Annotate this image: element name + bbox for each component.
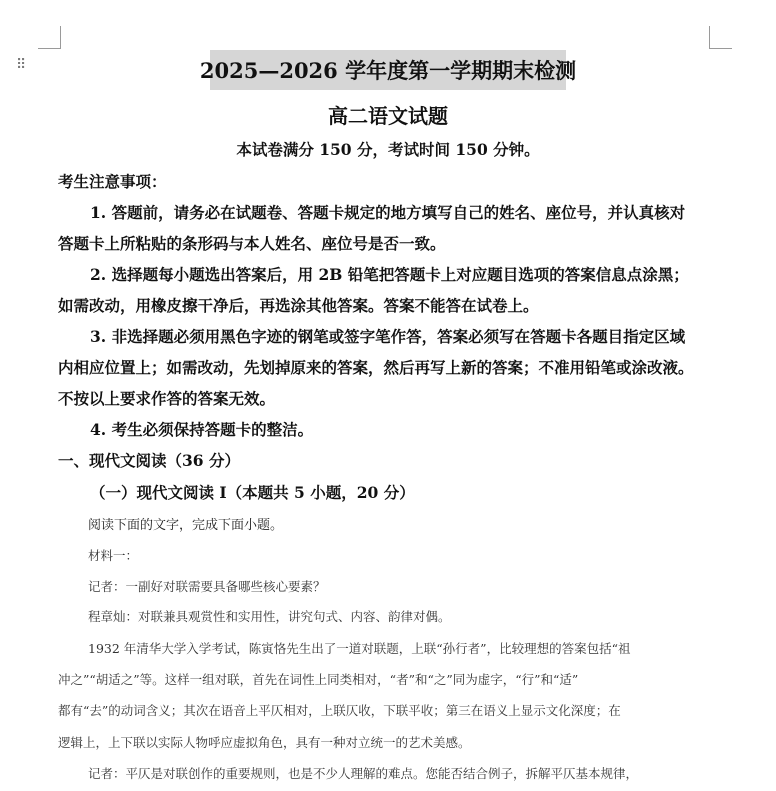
note-line: 内相应位置上；如需改动，先划掉原来的答案，然后再写上新的答案；不准用铅笔或涂改液。 <box>58 358 694 377</box>
note-line: 1. 答题前，请务必在试题卷、答题卡规定的地方填写自己的姓名、座位号，并认真核对 <box>90 203 686 222</box>
drag-handle-icon[interactable]: ⠿ <box>16 57 27 73</box>
section-heading: 一、现代文阅读（36 分） <box>58 451 240 470</box>
note-line: 答题卡上所粘贴的条形码与本人姓名、座位号是否一致。 <box>58 234 446 253</box>
note-line: 3. 非选择题必须用黑色字迹的钢笔或签字笔作答，答案必须写在答题卡各题目指定区域 <box>90 327 686 346</box>
page-corner-mark-top-right <box>709 26 732 49</box>
page-corner-mark-top-left <box>38 26 61 49</box>
exam-title: 2025—2026 学年度第一学期期末检测 <box>210 50 566 90</box>
note-line: 不按以上要求作答的答案无效。 <box>58 389 276 408</box>
passage-line: 冲之”“胡适之”等。这样一组对联，首先在词性上同类相对，“者”和“之”同为虚字，“行”和“适” <box>58 672 579 687</box>
subsection-heading: （一）现代文阅读 I（本题共 5 小题，20 分） <box>90 483 415 502</box>
passage-line: 记者：平仄是对联创作的重要规则，也是不少人理解的难点。您能否结合例子，拆解平仄基本规律， <box>88 766 639 781</box>
passage-line: 都有“去”的动词含义；其次在语音上平仄相对，上联仄收，下联平收；第三在语义上显示文化深度；在 <box>58 703 621 718</box>
material-label: 材料一： <box>88 548 139 563</box>
exam-subtitle: 高二语文试题 <box>328 104 448 128</box>
passage-line: 逻辑上，上下联以实际人物呼应虚拟角色，具有一种对立统一的艺术美感。 <box>58 735 471 750</box>
reading-instruction: 阅读下面的文字，完成下面小题。 <box>88 518 284 533</box>
passage-line: 1932 年清华大学入学考试，陈寅恪先生出了一道对联题，上联“孙行者”，比较理想的答案包括“祖 <box>88 641 631 656</box>
notes-heading: 考生注意事项： <box>58 172 167 191</box>
passage-line: 记者：一副好对联需要具备哪些核心要素？ <box>88 579 326 594</box>
note-line: 2. 选择题每小题选出答案后，用 2B 铅笔把答题卡上对应题目选项的答案信息点涂黑； <box>90 265 689 284</box>
note-line: 如需改动，用橡皮擦干净后，再选涂其他答案。答案不能答在试卷上。 <box>58 296 539 315</box>
passage-line: 程章灿：对联兼具观赏性和实用性，讲究句式、内容、韵律对偶。 <box>88 609 451 624</box>
exam-info: 本试卷满分 150 分，考试时间 150 分钟。 <box>236 140 540 159</box>
note-line: 4. 考生必须保持答题卡的整洁。 <box>90 420 314 439</box>
